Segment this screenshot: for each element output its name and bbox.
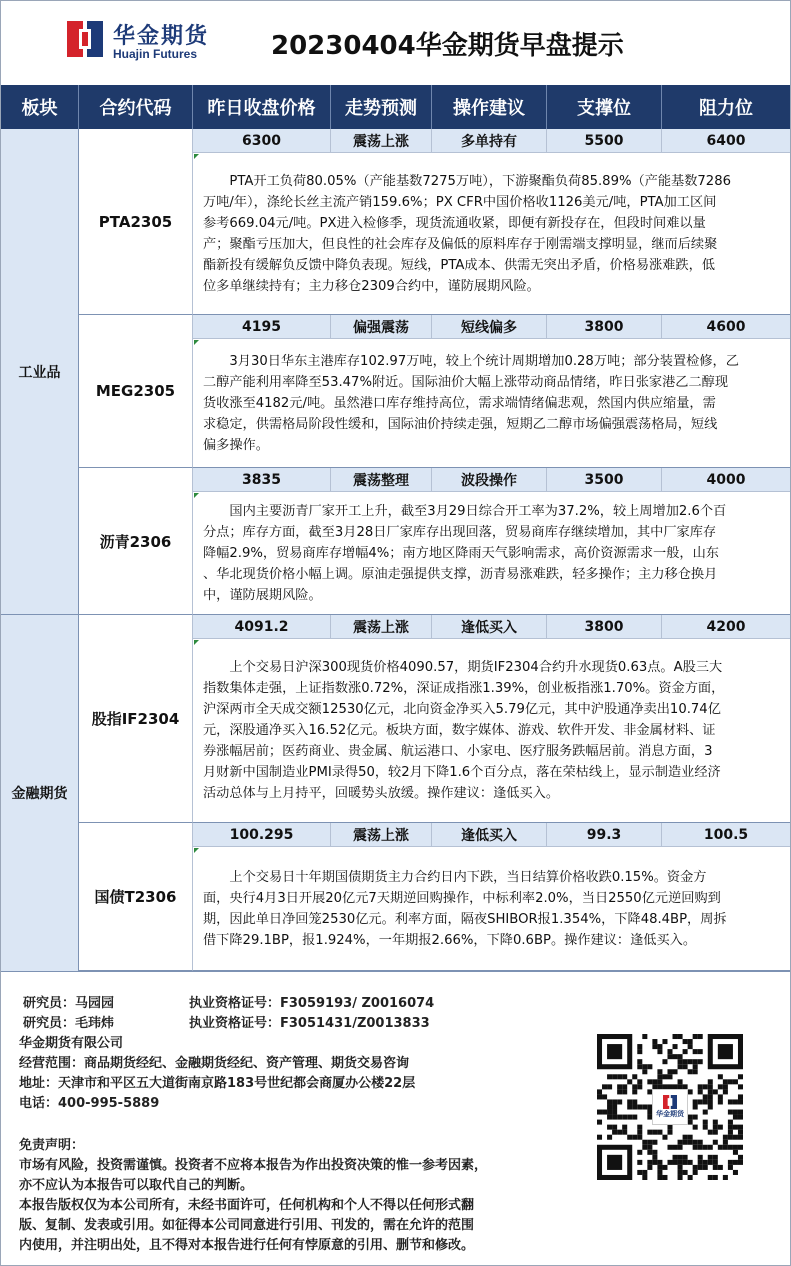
- table-header: [1, 85, 790, 129]
- researcher-2: 研究员：毛玮炜: [23, 1016, 115, 1031]
- value-resistance: 4000: [706, 472, 746, 488]
- analysis-line: 指数集体走强，上证指数涨0.72%，深证成指涨1.39%，创业板指涨1.70%。资金方面，: [203, 681, 725, 696]
- contract-code: PTA2305: [79, 129, 193, 315]
- company-name: 华金期货有限公司: [19, 1036, 124, 1051]
- analysis-line: 期，因此单日净回笼2530亿元。利率方面，隔夜SHIBOR报1.354%，下降48.4BP，周拆: [203, 912, 727, 927]
- disclaimer-line: 市场有风险，投资需谨慎。投资者不应将本报告为作出投资决策的惟一参考因素，: [19, 1158, 488, 1173]
- license-1: 执业资格证号：F3059193/ Z0016074: [189, 996, 435, 1011]
- value-trend: 震荡整理: [331, 468, 432, 492]
- report-header: [1, 1, 790, 85]
- value-trend: 震荡上涨: [331, 823, 432, 847]
- analysis-line: 3月30日华东主港库存102.97万吨，较上个统计周期增加0.28万吨；部分装置检修，乙: [229, 354, 739, 369]
- category-financial: 金融期货: [1, 615, 79, 971]
- value-support: 3500: [547, 468, 662, 492]
- price-row: [193, 615, 790, 639]
- col-contract: 合约代码: [79, 85, 193, 129]
- huajin-logo-icon: [67, 21, 103, 57]
- value-support: 3800: [547, 615, 662, 639]
- value-support: 99.3: [547, 823, 662, 847]
- analysis-line: 降幅2.9%，贸易商库存增幅4%；南方地区降雨天气影响需求，高价资源需求一般，山东: [203, 546, 719, 561]
- disclaimer-line: 内使用，并注明出处，且不得对本报告进行任何有悖原意的引用、删节和修改。: [19, 1238, 475, 1253]
- analysis-line: 中，谨防展期风险。: [203, 588, 322, 603]
- contract-code: 沥青2306: [79, 468, 193, 615]
- value-resistance: 4200: [706, 619, 746, 635]
- report-title: 20230404华金期货早盘提示: [271, 31, 624, 61]
- contract-code: MEG2305: [79, 315, 193, 468]
- analysis-text: [193, 492, 790, 615]
- value-close: 3835: [193, 468, 331, 492]
- contract-code: 国债T2306: [79, 823, 193, 971]
- license-2: 执业资格证号：F3051431/Z0013833: [189, 1016, 430, 1031]
- comment-marker-icon: [194, 154, 199, 159]
- value-advice: 多单持有: [432, 129, 547, 153]
- col-resistance: 阻力位: [699, 98, 753, 119]
- value-resistance: 100.5: [703, 827, 749, 843]
- company-phone: 电话：400-995-5889: [19, 1096, 160, 1111]
- analysis-line: 上个交易日沪深300现货价格4090.57，期货IF2304合约升水现货0.63点。A股三大: [229, 660, 723, 675]
- disclaimer-line: 版、复制、发表或引用。如征得本公司同意进行引用、刊发的，需在允许的范围: [19, 1218, 475, 1233]
- business-scope: 经营范围：商品期货经纪、金融期货经纪、资产管理、期货交易咨询: [19, 1056, 410, 1071]
- analysis-line: 产；聚酯亏压加大，但良性的社会库存及偏低的原料库存于刚需端支撑明显，继而后续聚: [203, 237, 718, 252]
- value-advice: 波段操作: [432, 468, 547, 492]
- analysis-line: 借下降29.1BP，报1.924%，一年期报2.66%，下降0.6BP。操作建议：逢低买入。: [203, 933, 697, 948]
- col-support: 支撑位: [547, 85, 662, 129]
- disclaimer-line: 亦不应认为本报告可以取代自己的判断。: [19, 1178, 254, 1193]
- analysis-line: 万吨/年），涤纶长丝主流产销159.6%；PX CFR中国价格收1126美元/吨，PTA加工区间: [203, 195, 717, 210]
- price-row: [193, 468, 790, 492]
- value-resistance: 4600: [706, 319, 746, 335]
- analysis-text: [193, 339, 790, 468]
- comment-marker-icon: [194, 640, 199, 645]
- disclaimer-title: 免责声明：: [19, 1138, 85, 1153]
- col-sector: 板块: [1, 85, 79, 129]
- value-support: 5500: [547, 129, 662, 153]
- analysis-line: 货收涨至4182元/吨。虽然港口库存维持高位，需求端情绪偏悲观，然国内供应缩量，需: [203, 396, 716, 411]
- comment-marker-icon: [194, 340, 199, 345]
- col-advice: 操作建议: [432, 85, 547, 129]
- disclaimer-line: 本报告版权仅为本公司所有，未经书面许可，任何机构和个人不得以任何形式翻: [19, 1198, 475, 1213]
- analysis-line: PTA开工负荷80.05%（产能基数7275万吨），下游聚酯负荷85.89%（产能基数7286: [229, 174, 731, 189]
- value-advice: 短线偏多: [432, 315, 547, 339]
- col-trend: 走势预测: [331, 85, 432, 129]
- analysis-line: 参考669.04元/吨。PX进入检修季，现货流通收紧，即便有新投存在，但段时间难以量: [203, 216, 706, 231]
- logo-english-name: Huajin Futures: [113, 47, 198, 61]
- analysis-text: [193, 847, 790, 971]
- value-advice: 逢低买入: [432, 823, 547, 847]
- comment-marker-icon: [194, 848, 199, 853]
- analysis-line: 国内主要沥青厂家开工上升，截至3月29日综合开工率为37.2%，较上周增加2.6个百: [229, 504, 727, 519]
- analysis-line: 分点；库存方面，截至3月28日厂家库存出现回落，贸易商库存继续增加，其中厂家库存: [203, 525, 717, 540]
- qr-caption: 华金期货: [656, 1110, 684, 1118]
- analysis-line: 、华北现货价格小幅上调。原油走强提供支撑，沥青易涨难跌，轻多操作；主力移仓换月: [203, 567, 718, 582]
- value-close: 6300: [193, 129, 331, 153]
- analysis-line: 沪深两市全天成交额12530亿元，北向资金净买入5.79亿元，其中沪股通净卖出10.74亿: [203, 702, 721, 717]
- col-close-price: 昨日收盘价格: [193, 85, 331, 129]
- analysis-text: [193, 153, 790, 315]
- company-address: 地址：天津市和平区五大道街南京路183号世纪都会商厦办公楼22层: [19, 1076, 416, 1091]
- analysis-line: 元，深股通净买入16.52亿元。板块方面，数字媒体、游戏、软件开发、非金属材料、证: [203, 723, 716, 738]
- analysis-line: 求稳定，供需格局阶段性缓和，国际油价持续走强，短期乙二醇市场偏强震荡格局，短线: [203, 417, 718, 432]
- analysis-line: 券涨幅居前；医药商业、贵金属、航运港口、小家电、医疗服务跌幅居前。消息方面，3: [203, 744, 713, 759]
- value-close: 100.295: [193, 823, 331, 847]
- huajin-logo-icon: [661, 1095, 679, 1109]
- value-resistance: 6400: [706, 133, 746, 149]
- value-close: 4195: [193, 315, 331, 339]
- analysis-line: 上个交易日十年期国债期货主力合约日内下跌，当日结算价格收跌0.15%。资金方: [229, 870, 707, 885]
- analysis-line: 月财新中国制造业PMI录得50，较2月下降1.6个百分点，落在荣枯线上，显示制造业经济: [203, 765, 721, 780]
- value-trend: 偏强震荡: [331, 315, 432, 339]
- comment-marker-icon: [194, 493, 199, 498]
- researcher-1: 研究员：马园园: [23, 996, 115, 1011]
- analysis-line: 二醇产能利用率降至53.47%附近。国际油价大幅上涨带动商品情绪，昨日张家港乙二醇现: [203, 375, 729, 390]
- analysis-text: [193, 639, 790, 823]
- price-row: [193, 315, 790, 339]
- analysis-line: 偏多操作。: [203, 438, 269, 453]
- category-industrial: 工业品: [1, 129, 79, 615]
- analysis-line: 面，央行4月3日开展20亿元7天期逆回购操作，中标利率2.0%，当日2550亿元逆回购到: [203, 891, 721, 906]
- analysis-line: 活动总体与上月持平，回暖势头放缓。操作建议：逢低买入。: [203, 786, 560, 801]
- analysis-line: 酯新投有缓解负反馈中降负表现。短线，PTA成本、供需无突出矛盾，价格易涨难跌，低: [203, 258, 715, 273]
- report-footer: [1, 971, 790, 1265]
- value-close: 4091.2: [193, 615, 331, 639]
- qr-logo: [652, 1089, 688, 1125]
- value-support: 3800: [547, 315, 662, 339]
- qr-code[interactable]: [597, 1034, 743, 1180]
- analysis-line: 位多单继续持有；主力移仓2309合约中，谨防展期风险。: [203, 279, 540, 294]
- price-row: [193, 129, 790, 153]
- logo-chinese-name: 华金期货: [113, 24, 210, 49]
- price-row: [193, 823, 790, 847]
- value-advice: 逢低买入: [432, 615, 547, 639]
- contract-code: 股指IF2304: [79, 615, 193, 823]
- value-trend: 震荡上涨: [331, 615, 432, 639]
- company-logo: [67, 19, 217, 65]
- value-trend: 震荡上涨: [331, 129, 432, 153]
